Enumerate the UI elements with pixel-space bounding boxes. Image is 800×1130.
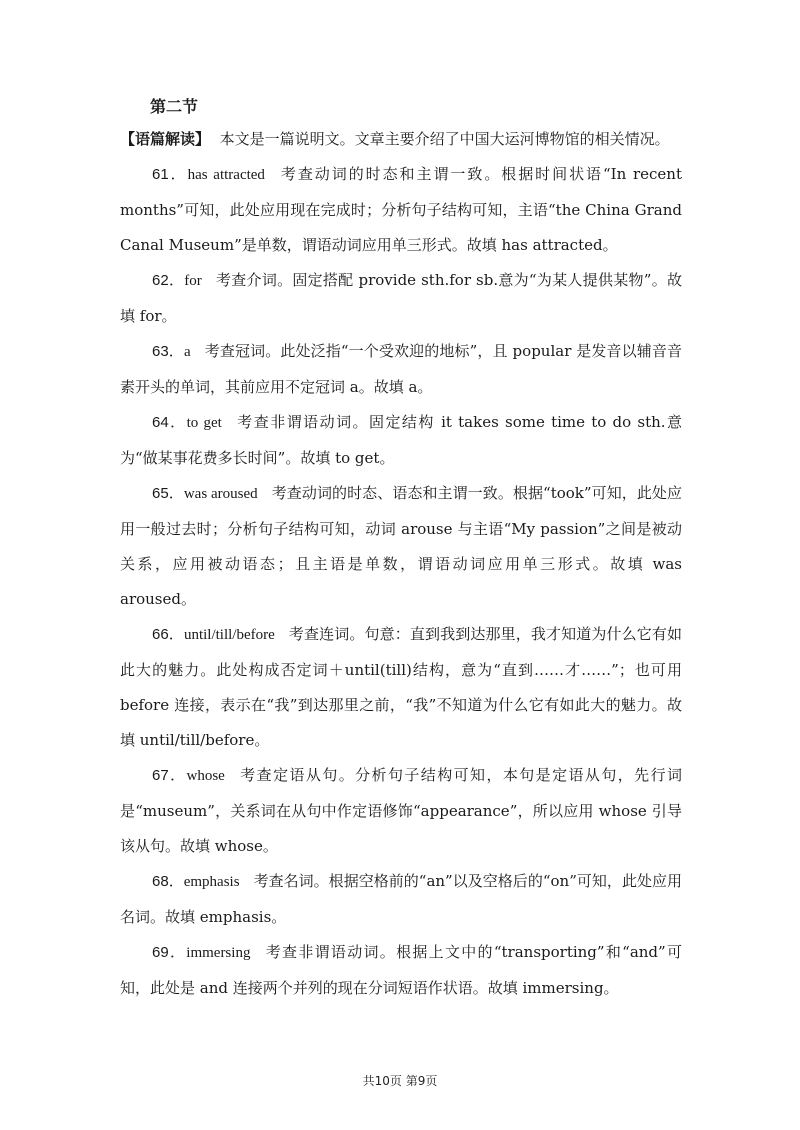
- answer-key: to get: [186, 415, 222, 431]
- answer-explanation: 考查介词。固定搭配 provide sth.for sb.意为“为某人提供某物”。故填 for。: [120, 271, 682, 325]
- answer-number: 69．: [152, 944, 187, 961]
- answer-number: 67．: [152, 767, 187, 784]
- answer-number: 61．: [152, 166, 188, 183]
- answer-explanation: 考查定语从句。分析句子结构可知，本句是定语从句，先行词是“museum”，关系词在从句中作定语修饰“appearance”，所以应用 whose 引导该从句。故填 whose。: [120, 766, 682, 855]
- passage-analysis: [120, 122, 682, 157]
- answer-key: was aroused: [183, 486, 258, 502]
- answer-key: immersing: [186, 945, 251, 961]
- answer-explanation: 考查动词的时态和主谓一致。根据时间状语“In recent months”可知，此处应用现在完成时；分析句子结构可知，主语“the China Grand Canal Museum”是单数，谓语动词应用单三形式。故填 has attracted。: [120, 165, 682, 254]
- answer-number: 68．: [152, 873, 184, 890]
- answer-explanation: 考查名词。根据空格前的“an”以及空格后的“on”可知，此处应用名词。故填 emphasis。: [120, 872, 682, 926]
- answer-key: a: [183, 344, 191, 360]
- answer-number: 66．: [152, 626, 184, 643]
- answer-number: 64．: [152, 414, 187, 431]
- answer-explanation: 考查冠词。此处泛指“一个受欢迎的地标”，且 popular 是发音以辅音音素开头的单词，其前应用不定冠词 a。故填 a。: [120, 342, 682, 396]
- passage-analysis-tag: 【语篇解读】: [120, 130, 211, 148]
- answer-key: has attracted: [187, 167, 265, 183]
- answer-explanation: 考查非谓语动词。固定结构 it takes some time to do sth.意为“做某事花费多长时间”。故填 to get。: [120, 413, 683, 467]
- answer-key: until/till/before: [183, 627, 275, 643]
- answer-item: [120, 405, 682, 476]
- answer-number: 62．: [152, 272, 185, 289]
- answer-item: [120, 263, 682, 334]
- answer-explanation: 考查动词的时态、语态和主谓一致。根据“took”可知，此处应用一般过去时；分析句子结构可知，动词 arouse 与主语“My passion”之间是被动关系，应用被动语态；且主语是单数，谓语动词应用单三形式。故填 was aroused。: [120, 484, 683, 608]
- answer-number: 65．: [152, 485, 184, 502]
- answer-item: [120, 864, 682, 935]
- answer-item: [120, 935, 682, 1006]
- answer-key: emphasis: [183, 874, 240, 890]
- answer-explanation: 考查连词。句意：直到我到达那里，我才知道为什么它有如此大的魅力。此处构成否定词＋until(till)结构，意为“直到……才……”；也可用 before 连接，表示在“我”到达那里之前，“我”不知道为什么它有如此大的魅力。故填 until/till/before。: [120, 625, 682, 749]
- answer-list: [120, 157, 682, 1006]
- answer-item: [120, 334, 682, 405]
- passage-analysis-text: 本文是一篇说明文。文章主要介绍了中国大运河博物馆的相关情况。: [219, 130, 670, 148]
- answer-item: [120, 157, 682, 263]
- answer-key: whose: [186, 768, 225, 784]
- answer-content: [120, 92, 682, 1006]
- answer-number: 63．: [152, 343, 184, 360]
- answer-item: [120, 758, 682, 864]
- section-title: 第二节: [150, 97, 199, 116]
- answer-item: [120, 476, 682, 617]
- answer-explanation: 考查非谓语动词。根据上文中的“transporting”和“and”可知，此处是 and 连接两个并列的现在分词短语作状语。故填 immersing。: [120, 943, 682, 997]
- answer-item: [120, 617, 682, 758]
- answer-key: for: [184, 273, 202, 289]
- page-footer: 共10页 第9页: [362, 1074, 438, 1088]
